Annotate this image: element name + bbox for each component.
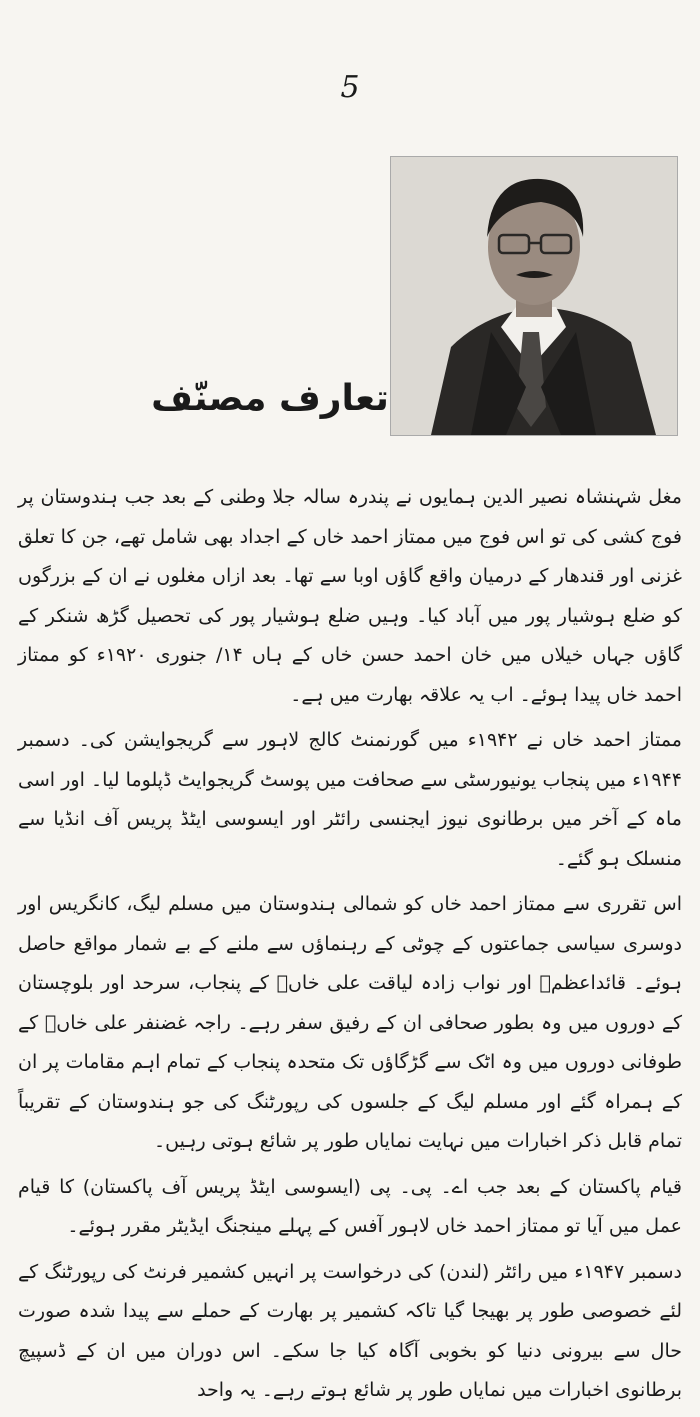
paragraph: مغل شہنشاہ نصیر الدین ہمایوں نے پندرہ سالہ جلا وطنی کے بعد جب ہندوستان پر فوج کشی کی تو اس فوج میں ممتاز احمد خاں کے اجداد بھی شامل تھے، جن کا تعلق غزنی اور قندھار کے درمیان واقع گاؤں اوبا سے تھا۔ بعد ازاں مغلوں نے ان کے بزرگوں کو ضلع ہوشیار پور میں آباد کیا۔ وہیں ضلع ہوشیار پور کی تحصیل گڑھ شنکر کے گاؤں جہاں خیلاں میں خان احمد حسن خاں کے ہاں ۱۴/ جنوری ۱۹۲۰ء کو ممتاز احمد خاں پیدا ہوئے۔ اب یہ علاقہ بھارت میں ہے۔ <box>18 486 682 706</box>
paragraph: اس تقرری سے ممتاز احمد خاں کو شمالی ہندوستان میں مسلم لیگ، کانگریس اور دوسری سیاسی جماعتوں کے چوٹی کے رہنماؤں سے ملنے کے بے شمار مواقع حاصل ہوئے۔ قائداعظمؒ اور نواب زادہ لیاقت علی خاںؒ کے پنجاب، سرحد اور بلوچستان کے دوروں میں وہ بطور صحافی ان کے رفیق سفر رہے۔ راجہ غضنفر علی خاںؒ کے طوفانی دوروں میں وہ اٹک سے گڑگاؤں تک متحدہ پنجاب کے تمام اہم مقامات پر ان کے ہمراہ گئے اور مسلم لیگ کے جلسوں کی رپورٹنگ کی جو ہندوستان کے تقریباً تمام قابل ذکر اخبارات میں نہایت نمایاں طور پر شائع ہوتی رہیں۔ <box>18 893 682 1152</box>
biography-text <box>18 478 682 1417</box>
section-heading: تعارف مصنّف <box>151 378 389 419</box>
paragraph: دسمبر ۱۹۴۷ء میں رائٹر (لندن) کی درخواست پر انہیں کشمیر فرنٹ کی رپورٹنگ کے لئے خصوصی طور پر بھیجا گیا تاکہ کشمیر پر بھارت کے حملے سے پیدا شدہ صورت حال سے بیرونی دنیا کو بخوبی آگاہ کیا جا سکے۔ اس دوران میں ان کے ڈسپیچ برطانوی اخبارات میں نمایاں طور پر شائع ہوتے رہے۔ یہ واحد <box>18 1260 682 1401</box>
author-portrait <box>390 156 678 436</box>
page-number: 5 <box>340 70 360 105</box>
author-portrait-icon <box>391 157 677 435</box>
paragraph: قیام پاکستان کے بعد جب اے۔ پی۔ پی (ایسوسی ایٹڈ پریس آف پاکستان) کا قیام عمل میں آیا تو ممتاز احمد خاں لاہور آفس کے پہلے مینجنگ ایڈیٹر مقرر ہوئے۔ <box>18 1175 682 1237</box>
paragraph: ممتاز احمد خاں نے ۱۹۴۲ء میں گورنمنٹ کالج لاہور سے گریجوایشن کی۔ دسمبر ۱۹۴۴ء میں پنجاب یونیورسٹی سے صحافت میں پوسٹ گریجوایٹ ڈپلوما لیا۔ اور اسی ماہ کے آخر میں برطانوی نیوز ایجنسی رائٹر اور ایسوسی ایٹڈ پریس آف انڈیا سے منسلک ہو گئے۔ <box>18 729 682 870</box>
